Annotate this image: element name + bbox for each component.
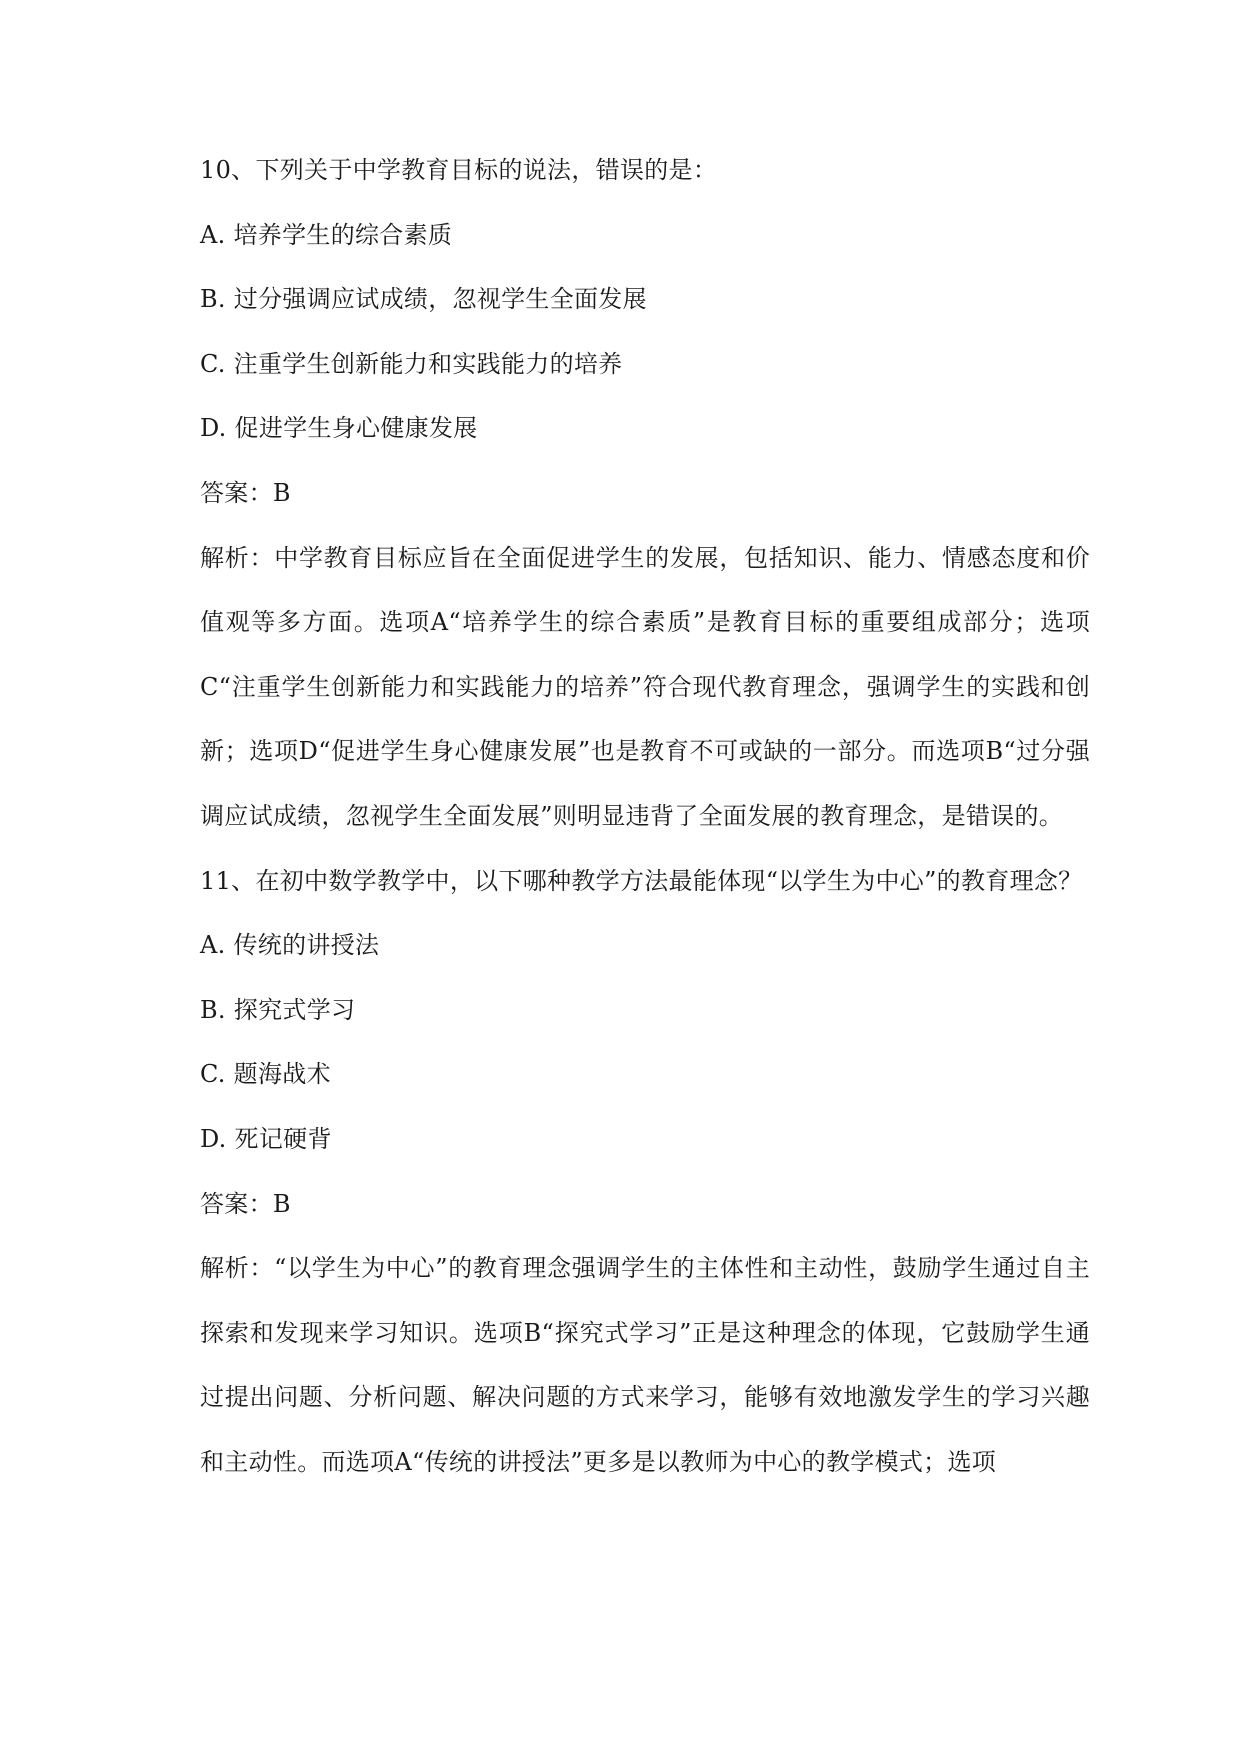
option-c: C. 题海战术 <box>200 1060 331 1089</box>
option-b: B. 探究式学习 <box>200 995 356 1024</box>
option-b: B. 过分强调应试成绩，忽视学生全面发展 <box>200 285 647 314</box>
option-c: C. 注重学生创新能力和实践能力的培养 <box>200 349 623 378</box>
explanation: 解析：中学教育目标应旨在全面促进学生的发展，包括知识、能力、情感态度和价值观等多方面。选项A“培养学生的综合素质”是教育目标的重要组成部分；选项C“注重学生创新能力和实践能力的培养”符合现代教育理念，强调学生的实践和创新；选项D“促进学生身心健康发展”也是教育不可或缺的一部分。而选项B“过分强调应试成绩，忽视学生全面发展”则明显违背了全面发展的教育理念，是错误的。 <box>200 543 1090 830</box>
document-page <box>200 138 1090 1494</box>
option-d: D. 促进学生身心健康发展 <box>200 414 478 443</box>
option-a: A. 培养学生的综合素质 <box>200 220 453 249</box>
question-stem: 10、下列关于中学教育目标的说法，错误的是： <box>200 156 718 184</box>
question-stem: 11、在初中数学教学中，以下哪种教学方法最能体现“以学生为中心”的教育理念？ <box>200 866 1083 895</box>
question-10 <box>200 138 1090 849</box>
explanation: 解析：“以学生为中心”的教育理念强调学生的主体性和主动性，鼓励学生通过自主探索和发现来学习知识。选项B“探究式学习”正是这种理念的体现，它鼓励学生通过提出问题、分析问题、解决问题的方式来学习，能够有效地激发学生的学习兴趣和主动性。而选项A“传统的讲授法”更多是以教师为中心的教学模式；选项 <box>200 1254 1090 1476</box>
answer: 答案：B <box>200 478 291 507</box>
question-11 <box>200 849 1090 1495</box>
answer: 答案：B <box>200 1189 291 1218</box>
option-d: D. 死记硬背 <box>200 1124 332 1153</box>
option-a: A. 传统的讲授法 <box>200 931 380 960</box>
